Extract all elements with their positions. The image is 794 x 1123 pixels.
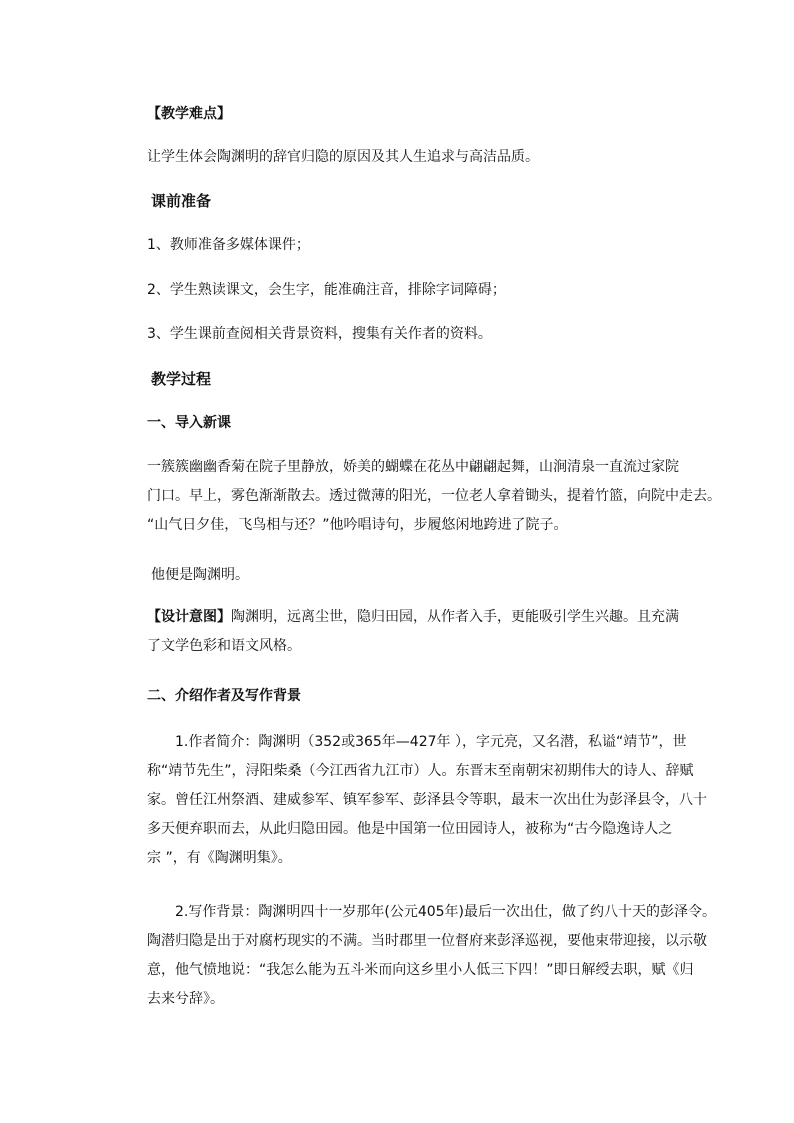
bio-line: 宗 ”，有《陶渊明集》。 (147, 850, 292, 866)
section2-heading: 二、介绍作者及写作背景 (147, 688, 301, 704)
background-line: 意，他气愤地说：“我怎么能为五斗米而向这乡里小人低三下四！”即日解绶去职，赋《归 (147, 962, 694, 978)
section1-heading: 一、导入新课 (147, 415, 231, 431)
background-line: 去来兮辞》。 (147, 991, 224, 1007)
difficulty-heading: 【教学难点】 (147, 106, 231, 122)
prep-item: 3、学生课前查阅相关背景资料，搜集有关作者的资料。 (147, 326, 492, 342)
intro-line: 门口。早上，雾色渐渐散去。透过微薄的阳光，一位老人拿着锄头，提着竹篮，向院中走去。 (147, 488, 721, 504)
background-paragraph (147, 898, 717, 1014)
intro-line: “山气日夕佳，飞鸟相与还？”他吟唱诗句，步履悠闲地跨进了院子。 (147, 517, 568, 533)
prep-heading: 课前准备 (151, 192, 212, 210)
design-paragraph (147, 603, 677, 661)
background-line: 陶潜归隐是出于对腐朽现实的不满。当时郡里一位督府来彭泽巡视，要他束带迎接，以示敬 (147, 933, 707, 949)
bio-line: 称“靖节先生”，浔阳柴桑（今江西省九江市）人。东晋末至南朝宋初期伟大的诗人、辞赋 (147, 763, 694, 779)
design-line: 陶渊明，远离尘世，隐归田园，从作者入手，更能吸引学生兴趣。且充满 (231, 609, 679, 625)
bio-line: 多天便弃职而去，从此归隐田园。他是中国第一位田园诗人，被称为“古今隐逸诗人之 (147, 821, 673, 837)
intro-line: 一簇簇幽幽香菊在院子里静放，娇美的蝴蝶在花丛中翩翩起舞，山涧清泉一直流过家院 (147, 459, 679, 475)
background-line: 2.写作背景：陶渊明四十一岁那年(公元405年)最后一次出仕，做了约八十天的彭泽令。 (175, 904, 717, 920)
prep-item: 1、教师准备多媒体课件； (147, 237, 310, 253)
bio-line: 1.作者简介：陶渊明（352或365年—427年 ），字元亮，又名潜，私谥“靖节”，世 (175, 734, 687, 750)
difficulty-text: 让学生体会陶渊明的辞官归隐的原因及其人生追求与高洁品质。 (147, 149, 539, 165)
bio-paragraph (147, 728, 707, 873)
bio-line: 家。曾任江州祭酒、建威参军、镇军参军、彭泽县令等职，最末一次出仕为彭泽县令，八十 (147, 792, 707, 808)
prep-item: 2、学生熟读课文，会生字，能准确注音，排除字词障碍； (147, 282, 506, 298)
intro-paragraph (147, 453, 721, 540)
process-heading: 教学过程 (151, 370, 212, 388)
design-label: 【设计意图】 (147, 609, 231, 625)
intro-closing: 他便是陶渊明。 (151, 567, 249, 583)
design-line: 了文学色彩和语文风格。 (147, 638, 301, 654)
